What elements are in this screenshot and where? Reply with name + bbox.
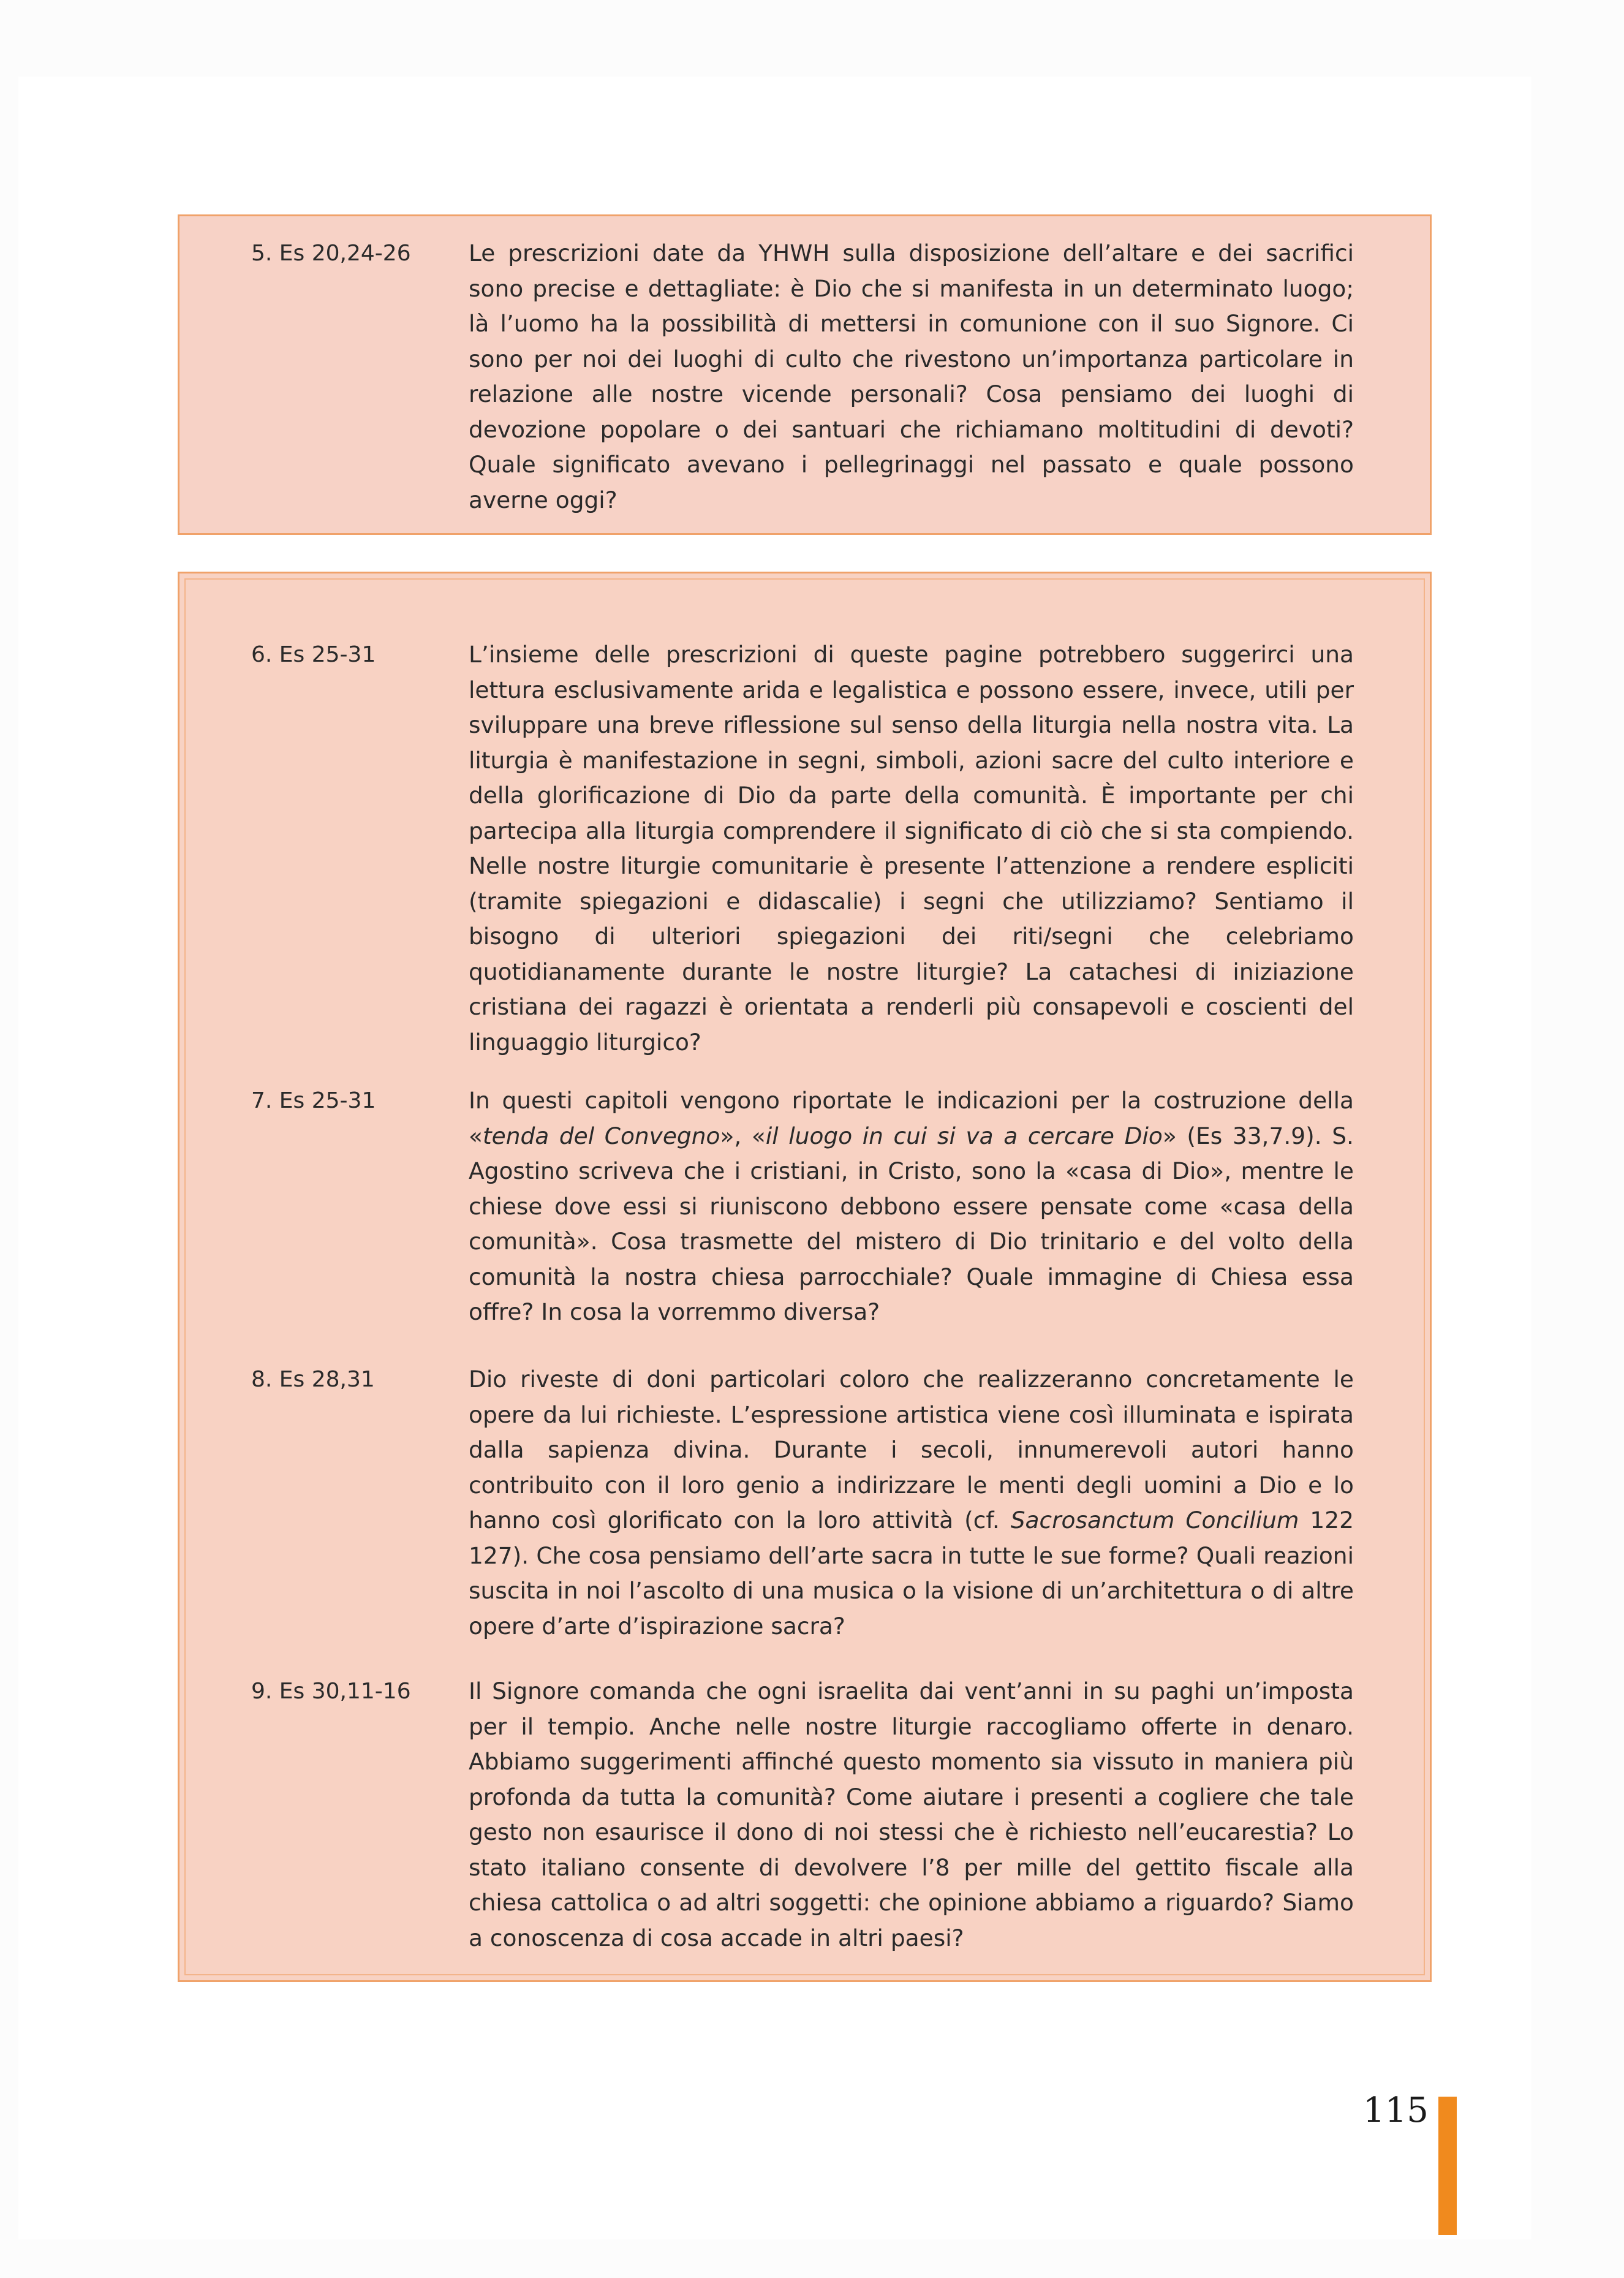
italic-document-title: Sacrosanctum Concilium xyxy=(1010,1507,1299,1534)
scripture-reference: 7. Es 25-31 xyxy=(251,1088,376,1113)
text-segment: 122 127). Che cosa pensiamo dell’arte sacra in tutte le sue forme? Quali reazioni suscita in noi l’ascolto di una musica o la visione di un’architettura o di altre opere d’arte d’ispirazione sacra? xyxy=(469,1507,1354,1640)
scripture-reference: 9. Es 30,11-16 xyxy=(251,1679,411,1704)
scripture-reference: 6. Es 25-31 xyxy=(251,642,376,667)
text-segment: Dio riveste di doni particolari coloro che realizzeranno concretamente le opere da lui richieste. L’espressione artistica viene così illuminata e ispirata dalla sapienza divina. Durante i secoli, innumerevoli autori hanno contribuito con il loro genio a indirizzare le menti degli uomini a Dio e lo hanno così glorificato con la loro attività (cf. xyxy=(469,1366,1354,1534)
reflection-text: L’insieme delle prescrizioni di queste pagine potrebbero suggerirci una lettura esclusivamente arida e legalistica e possono essere, invece, utili per sviluppare una breve riflessione sul senso della liturgia nella nostra vita. La liturgia è manifestazione in segni, simboli, azioni sacre del culto interiore e della glorificazione di Dio da parte della comunità. È importante per chi partecipa alla liturgia comprendere il significato di ciò che si sta compiendo. Nelle nostre liturgie comunitarie è presente l’attenzione a rendere espliciti (tramite spiegazioni e didascalie) i segni che utilizziamo? Sentiamo il bisogno di ulteriori spiegazioni dei riti/segni che celebriamo quotidianamente durante le nostre liturgie? La catachesi di iniziazione cristiana dei ragazzi è orientata a renderli più consapevoli e coscienti del linguaggio liturgico? xyxy=(469,641,1354,1056)
text-segment: » (Es 33,7.9). S. Agostino scriveva che i cristiani, in Cristo, sono la «casa di Dio», mentre le chiese dove essi si riuniscono debbono essere pensate come «casa della comunità». Cosa trasmette del mistero di Dio trinitario e del volto della comunità la nostra chiesa parrocchiale? Quale immagine di Chiesa essa offre? In cosa la vorremmo diversa? xyxy=(469,1122,1354,1325)
reflection-text xyxy=(469,1083,1354,1330)
scripture-reference: 8. Es 28,31 xyxy=(251,1367,375,1392)
reflection-text xyxy=(469,1362,1354,1644)
text-segment: », « xyxy=(720,1122,766,1149)
scripture-reference: 5. Es 20,24-26 xyxy=(251,241,411,266)
text-segment: In questi capitoli vengono riportate le indicazioni per la costruzione della « xyxy=(469,1087,1354,1149)
italic-quote: il luogo in cui si va a cercare Dio xyxy=(765,1122,1163,1149)
reflection-text: Le prescrizioni date da YHWH sulla disposizione dell’altare e dei sacrifici sono precise e dettagliate: è Dio che si manifesta in un determinato luogo; là l’uomo ha la possibilità di mettersi in comunione con il suo Signore. Ci sono per noi dei luoghi di culto che rivestono un’importanza particolare in relazione alle nostre vicende personali? Cosa pensiamo dei luoghi di devozione popolare o dei santuari che richiamano moltitudini di devoti? Quale significato avevano i pellegrinaggi nel passato e quale possono averne oggi? xyxy=(469,240,1354,513)
page-number: 115 xyxy=(1363,2091,1429,2130)
reflection-text: Il Signore comanda che ogni israelita dai vent’anni in su paghi un’imposta per il tempio. Anche nelle nostre liturgie raccogliamo offerte in denaro. Abbiamo suggerimenti affinché questo momento sia vissuto in maniera più profonda da tutta la comunità? Come aiutare i presenti a cogliere che tale gesto non esaurisce il dono di noi stessi che è richiesto nell’eucarestia? Lo stato italiano consente di devolvere l’8 per mille del gettito fiscale alla chiesa cattolica o ad altri soggetti: che opinione abbiamo a riguardo? Siamo a conoscenza di cosa accade in altri paesi? xyxy=(469,1678,1354,1951)
italic-quote: tenda del Convegno xyxy=(482,1122,720,1149)
page-edge-accent-bar xyxy=(1438,2097,1457,2235)
